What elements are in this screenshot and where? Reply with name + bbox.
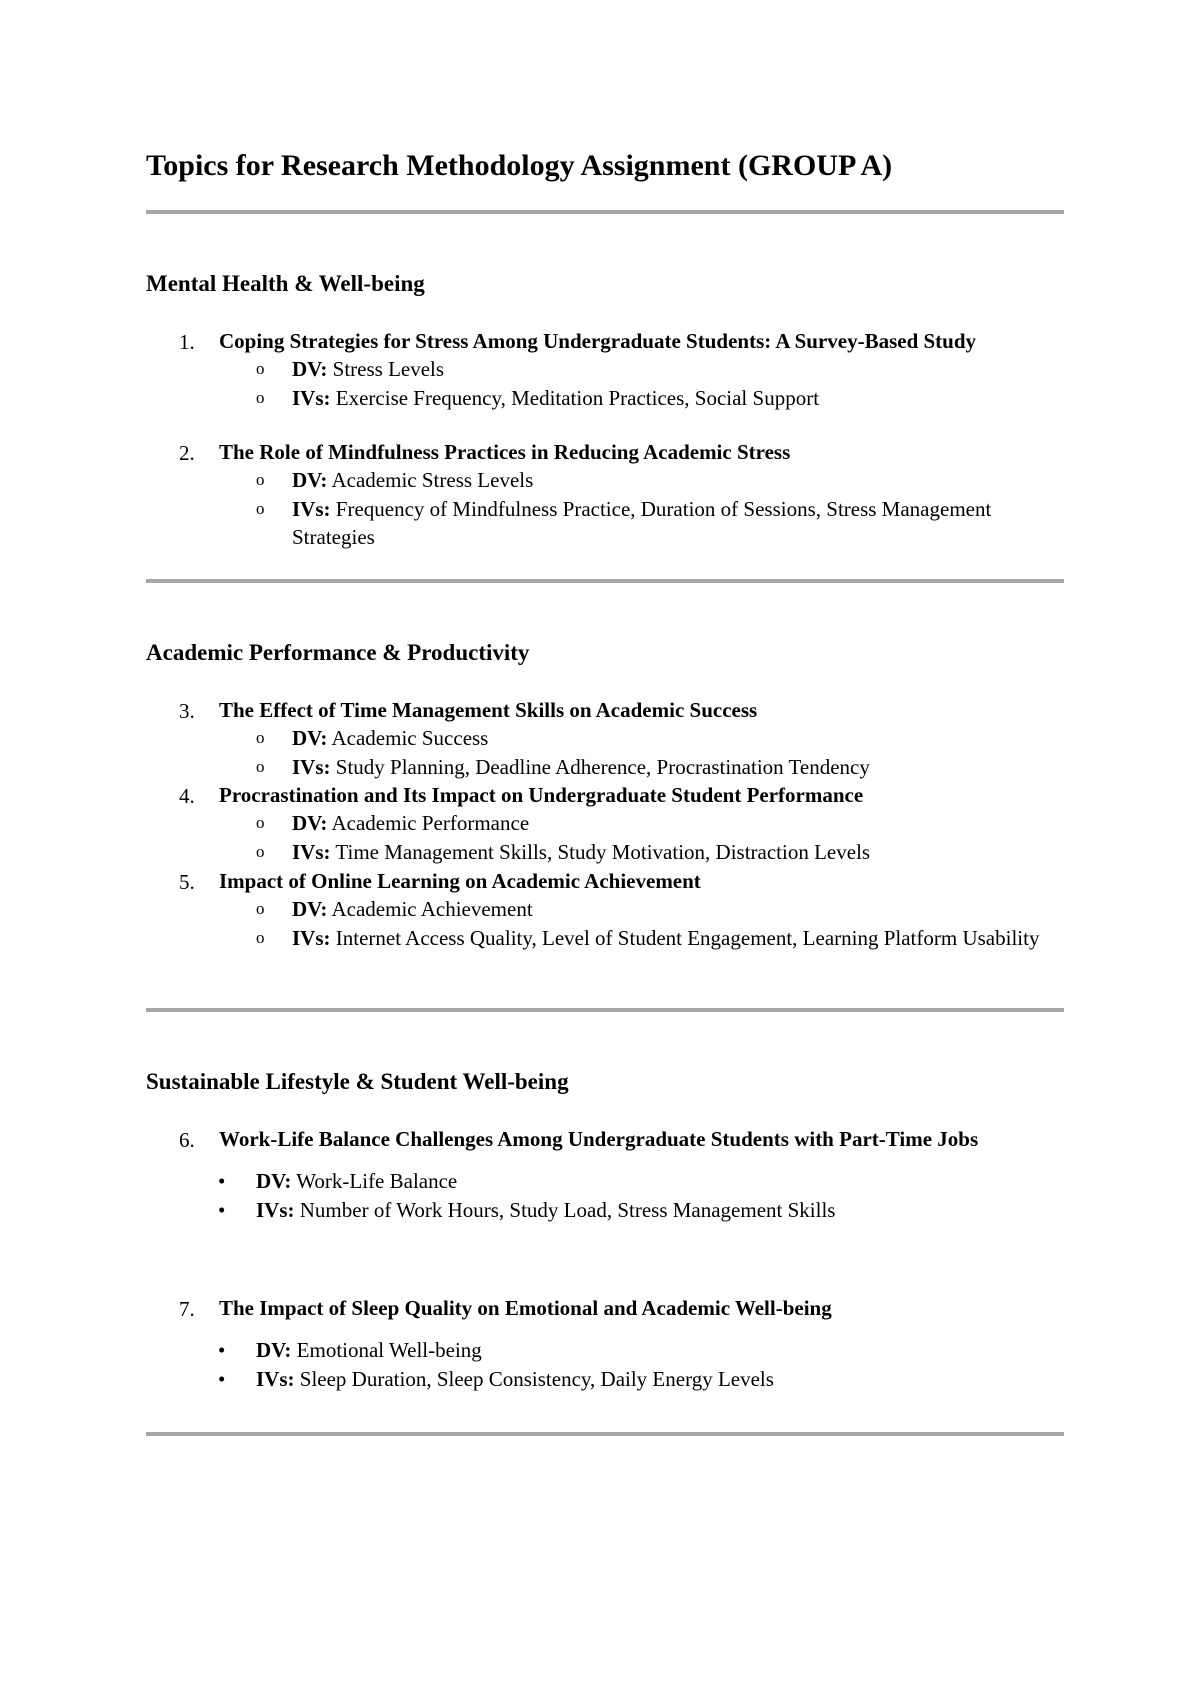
circle-bullet-icon: o xyxy=(256,841,265,861)
independent-variables xyxy=(146,1365,1064,1394)
ivs-label: IVs: xyxy=(256,1197,295,1222)
circle-bullet-icon: o xyxy=(256,359,265,378)
circle-bullet-icon: o xyxy=(256,387,265,407)
topic-number: 5. xyxy=(179,870,195,894)
topic-title: The Effect of Time Management Skills on Academic Success xyxy=(219,698,758,722)
disc-bullet-icon: • xyxy=(218,1197,226,1222)
independent-variables xyxy=(146,924,1064,953)
ivs-value: Frequency of Mindfulness Practice, Duration of Sessions, Stress Management Strategies xyxy=(292,496,992,549)
dependent-variable xyxy=(146,1167,1064,1196)
horizontal-rule xyxy=(146,579,1064,583)
ivs-label: IVs: xyxy=(292,925,331,950)
topic-item-6 xyxy=(146,1126,1064,1224)
dv-value: Academic Success xyxy=(331,726,489,750)
topic-title: Procrastination and Its Impact on Undergraduate Student Performance xyxy=(219,783,864,807)
disc-bullet-icon: • xyxy=(218,1366,226,1391)
topic-title: The Role of Mindfulness Practices in Reducing Academic Stress xyxy=(219,440,791,464)
variable-list xyxy=(146,355,1064,412)
independent-variables xyxy=(146,753,1064,782)
independent-variables xyxy=(146,384,1064,413)
ivs-value: Internet Access Quality, Level of Student Engagement, Learning Platform Usability xyxy=(335,925,1040,950)
ivs-value: Number of Work Hours, Study Load, Stress Management Skills xyxy=(299,1197,836,1222)
variable-list xyxy=(146,1167,1064,1224)
topic-title: Work-Life Balance Challenges Among Undergraduate Students with Part-Time Jobs xyxy=(219,1127,979,1151)
dependent-variable xyxy=(146,724,1064,753)
dv-value: Stress Levels xyxy=(332,357,445,381)
section-heading-academic-performance: Academic Performance & Productivity xyxy=(146,640,530,665)
topic-number: 7. xyxy=(179,1297,195,1321)
topic-title: Impact of Online Learning on Academic Achievement xyxy=(219,869,701,893)
topic-number: 1. xyxy=(179,330,195,354)
dependent-variable xyxy=(146,355,1064,384)
dependent-variable xyxy=(146,466,1064,495)
topic-item-1 xyxy=(146,328,1064,412)
ivs-value: Sleep Duration, Sleep Consistency, Daily Energy Levels xyxy=(299,1366,774,1391)
horizontal-rule xyxy=(146,1008,1064,1012)
horizontal-rule xyxy=(146,1432,1064,1436)
dv-label: DV: xyxy=(256,1338,292,1362)
dependent-variable xyxy=(146,1336,1064,1365)
variable-list xyxy=(146,809,1064,866)
ivs-label: IVs: xyxy=(292,385,331,410)
dv-value: Work-Life Balance xyxy=(296,1169,458,1193)
section-heading-sustainable-lifestyle: Sustainable Lifestyle & Student Well-being xyxy=(146,1069,569,1094)
topic-number: 6. xyxy=(179,1128,195,1152)
topic-number: 2. xyxy=(179,441,195,465)
variable-list xyxy=(146,1336,1064,1393)
document-title: Topics for Research Methodology Assignment (GROUP A) xyxy=(146,149,893,182)
disc-bullet-icon: • xyxy=(218,1169,226,1193)
ivs-value: Study Planning, Deadline Adherence, Procrastination Tendency xyxy=(335,754,870,779)
dependent-variable xyxy=(146,895,1064,924)
dv-label: DV: xyxy=(292,726,328,750)
dv-label: DV: xyxy=(292,897,328,921)
circle-bullet-icon: o xyxy=(256,470,265,489)
topic-number: 3. xyxy=(179,699,195,723)
independent-variables xyxy=(146,495,1064,552)
circle-bullet-icon: o xyxy=(256,813,265,832)
ivs-label: IVs: xyxy=(292,754,331,779)
topic-item-4 xyxy=(146,782,1064,866)
circle-bullet-icon: o xyxy=(256,498,265,518)
circle-bullet-icon: o xyxy=(256,899,265,918)
variable-list xyxy=(146,895,1064,952)
dv-value: Academic Achievement xyxy=(331,897,533,921)
circle-bullet-icon: o xyxy=(256,927,265,947)
dv-label: DV: xyxy=(292,468,328,492)
dependent-variable xyxy=(146,809,1064,838)
topic-item-5 xyxy=(146,868,1064,952)
circle-bullet-icon: o xyxy=(256,756,265,776)
independent-variables xyxy=(146,838,1064,867)
topic-item-2 xyxy=(146,439,1064,552)
circle-bullet-icon: o xyxy=(256,728,265,747)
ivs-label: IVs: xyxy=(292,496,331,521)
dv-value: Academic Stress Levels xyxy=(331,468,534,492)
topic-item-7 xyxy=(146,1295,1064,1393)
variable-list xyxy=(146,724,1064,781)
dv-value: Academic Performance xyxy=(331,811,530,835)
variable-list xyxy=(146,466,1064,552)
disc-bullet-icon: • xyxy=(218,1338,226,1362)
topic-item-3 xyxy=(146,697,1064,781)
topic-title: The Impact of Sleep Quality on Emotional and Academic Well-being xyxy=(219,1296,832,1320)
ivs-value: Exercise Frequency, Meditation Practices, Social Support xyxy=(335,385,820,410)
horizontal-rule xyxy=(146,210,1064,214)
independent-variables xyxy=(146,1196,1064,1225)
dv-label: DV: xyxy=(256,1169,292,1193)
ivs-label: IVs: xyxy=(292,839,331,864)
topic-title: Coping Strategies for Stress Among Undergraduate Students: A Survey-Based Study xyxy=(219,329,977,353)
dv-label: DV: xyxy=(292,811,328,835)
dv-label: DV: xyxy=(292,357,328,381)
ivs-value: Time Management Skills, Study Motivation, Distraction Levels xyxy=(335,839,871,864)
topic-number: 4. xyxy=(179,784,195,808)
section-heading-mental-health: Mental Health & Well-being xyxy=(146,271,425,296)
ivs-label: IVs: xyxy=(256,1366,295,1391)
dv-value: Emotional Well-being xyxy=(296,1338,482,1362)
